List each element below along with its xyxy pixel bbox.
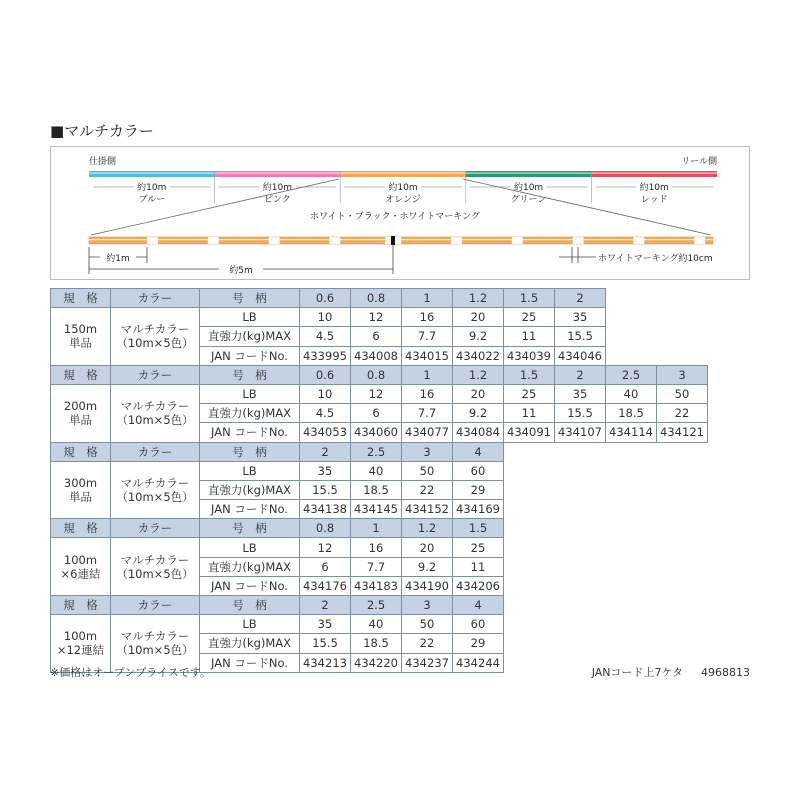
size-value: 3 bbox=[402, 442, 453, 461]
segment-highlight-3 bbox=[340, 173, 466, 174]
size-value: 1.2 bbox=[453, 365, 504, 384]
color-cell-line-1: マルチカラー bbox=[120, 552, 190, 567]
strength-value: 11 bbox=[504, 404, 555, 423]
lb-value: 25 bbox=[453, 538, 504, 557]
size-value: 3 bbox=[657, 365, 708, 384]
color-cell-line-2: （10m×5色） bbox=[116, 566, 194, 581]
strength-value: 6 bbox=[300, 557, 351, 576]
jan-value: 434114 bbox=[606, 423, 657, 442]
color-cell-line-2: （10m×5色） bbox=[116, 336, 194, 351]
size-value: 2 bbox=[555, 289, 606, 308]
table-row-lb bbox=[51, 615, 708, 634]
lb-value: 10 bbox=[300, 308, 351, 327]
empty-cell bbox=[657, 346, 708, 365]
detail-line bbox=[89, 236, 713, 245]
empty-cell bbox=[606, 442, 657, 461]
empty-cell bbox=[504, 519, 555, 538]
size-value: 0.6 bbox=[300, 365, 351, 384]
row-label-jan: JAN コードNo. bbox=[200, 346, 300, 365]
strength-value: 11 bbox=[504, 327, 555, 346]
segment-bar-2 bbox=[215, 171, 341, 177]
jan-value: 434121 bbox=[657, 423, 708, 442]
jan-value: 434091 bbox=[504, 423, 555, 442]
white-marking-4 bbox=[329, 237, 340, 244]
row-label-jan: JAN コードNo. bbox=[200, 423, 300, 442]
lb-value: 20 bbox=[402, 538, 453, 557]
jan-value: 434046 bbox=[555, 346, 606, 365]
spec-cell-line-2: 単品 bbox=[69, 413, 92, 428]
jan-value: 434145 bbox=[351, 500, 402, 519]
row-label-strength: 直強力(kg)MAX bbox=[200, 557, 300, 576]
empty-cell bbox=[657, 596, 708, 615]
size-header: 号 柄 bbox=[200, 519, 300, 538]
spec-cell-line-2: ×12連結 bbox=[56, 643, 105, 658]
empty-cell bbox=[657, 576, 708, 595]
jan-value: 434213 bbox=[300, 653, 351, 672]
jan-value: 434138 bbox=[300, 500, 351, 519]
strength-value: 9.2 bbox=[402, 557, 453, 576]
white-marking-8 bbox=[573, 237, 584, 244]
strength-value: 15.5 bbox=[555, 404, 606, 423]
segment-color-name-5: レッド bbox=[640, 195, 668, 205]
segment-bar-3 bbox=[340, 171, 466, 177]
size-value: 0.8 bbox=[351, 289, 402, 308]
empty-cell bbox=[555, 557, 606, 576]
spec-cell bbox=[51, 538, 111, 596]
strength-value: 18.5 bbox=[351, 634, 402, 653]
line-diagram-svg bbox=[51, 147, 749, 279]
jan-value: 434176 bbox=[300, 576, 351, 595]
table-row-lb bbox=[51, 461, 708, 480]
strength-value: 6 bbox=[351, 327, 402, 346]
row-label-strength: 直強力(kg)MAX bbox=[200, 480, 300, 499]
size-value: 1.2 bbox=[402, 519, 453, 538]
size-value: 1 bbox=[351, 519, 402, 538]
size-value: 2.5 bbox=[351, 596, 402, 615]
lb-value: 40 bbox=[351, 461, 402, 480]
segment-highlight-5 bbox=[591, 173, 717, 174]
lb-value: 20 bbox=[453, 384, 504, 403]
segment-length-4: 約10m bbox=[513, 183, 544, 193]
white-marking-1 bbox=[147, 237, 158, 244]
empty-cell bbox=[606, 346, 657, 365]
size-value: 2.5 bbox=[606, 365, 657, 384]
spec-header: 規 格 bbox=[51, 365, 111, 384]
empty-cell bbox=[606, 576, 657, 595]
spec-cell bbox=[51, 461, 111, 519]
right-end-label: リール側 bbox=[681, 157, 717, 167]
lb-value: 50 bbox=[402, 615, 453, 634]
size-value: 1.5 bbox=[453, 519, 504, 538]
size-value: 3 bbox=[402, 596, 453, 615]
size-value: 0.8 bbox=[300, 519, 351, 538]
color-header: カラー bbox=[111, 289, 200, 308]
empty-cell bbox=[504, 653, 555, 672]
empty-cell bbox=[657, 538, 708, 557]
spec-cell-line-2: ×6連結 bbox=[60, 566, 101, 581]
row-label-jan: JAN コードNo. bbox=[200, 653, 300, 672]
jan-value: 434084 bbox=[453, 423, 504, 442]
black-marking-white-band-1 bbox=[385, 237, 391, 244]
spec-header: 規 格 bbox=[51, 442, 111, 461]
row-label-jan: JAN コードNo. bbox=[200, 500, 300, 519]
spec-cell-line-1: 100m bbox=[63, 629, 98, 644]
jan-value: 434107 bbox=[555, 423, 606, 442]
lb-value: 20 bbox=[453, 308, 504, 327]
segment-length-3: 約10m bbox=[388, 183, 418, 193]
empty-cell bbox=[657, 615, 708, 634]
left-end-label: 仕掛側 bbox=[89, 157, 117, 167]
segment-bar-1 bbox=[89, 171, 215, 177]
color-cell bbox=[111, 538, 200, 596]
lb-value: 35 bbox=[300, 615, 351, 634]
size-value: 1.2 bbox=[453, 289, 504, 308]
empty-cell bbox=[504, 480, 555, 499]
empty-cell bbox=[657, 557, 708, 576]
spec-cell-line-1: 150m bbox=[63, 322, 98, 337]
jan-value: 434015 bbox=[402, 346, 453, 365]
empty-cell bbox=[606, 519, 657, 538]
jan-value: 434022 bbox=[453, 346, 504, 365]
line-color-diagram bbox=[50, 146, 750, 280]
size-value: 4 bbox=[453, 442, 504, 461]
spec-cell-line-1: 100m bbox=[63, 552, 98, 567]
segment-color-name-2: ピンク bbox=[263, 195, 291, 205]
size-value: 2 bbox=[555, 365, 606, 384]
strength-value: 7.7 bbox=[402, 404, 453, 423]
empty-cell bbox=[555, 615, 606, 634]
table-row-lb bbox=[51, 308, 708, 327]
empty-cell bbox=[606, 327, 657, 346]
black-marking bbox=[391, 236, 395, 245]
strength-value: 9.2 bbox=[453, 327, 504, 346]
dim-5m-label: 約5m bbox=[229, 266, 253, 276]
empty-cell bbox=[504, 576, 555, 595]
jan-value: 434169 bbox=[453, 500, 504, 519]
spec-cell-line-2: 単品 bbox=[69, 489, 92, 504]
color-cell bbox=[111, 384, 200, 442]
color-header: カラー bbox=[111, 519, 200, 538]
size-value: 0.6 bbox=[300, 289, 351, 308]
empty-cell bbox=[504, 596, 555, 615]
jan-value: 434008 bbox=[351, 346, 402, 365]
lb-value: 12 bbox=[351, 308, 402, 327]
lb-value: 50 bbox=[402, 461, 453, 480]
empty-cell bbox=[606, 538, 657, 557]
jan-value: 434244 bbox=[453, 653, 504, 672]
segment-color-name-1: ブルー bbox=[138, 195, 166, 205]
spec-cell-line-2: 単品 bbox=[69, 336, 92, 351]
empty-cell bbox=[657, 500, 708, 519]
group-header-row bbox=[51, 519, 708, 538]
color-cell bbox=[111, 308, 200, 366]
size-header: 号 柄 bbox=[200, 289, 300, 308]
strength-value: 22 bbox=[402, 480, 453, 499]
lb-value: 16 bbox=[402, 308, 453, 327]
segment-bar-5 bbox=[591, 171, 717, 177]
empty-cell bbox=[606, 480, 657, 499]
lb-value: 60 bbox=[453, 615, 504, 634]
size-value: 1.5 bbox=[504, 289, 555, 308]
size-header: 号 柄 bbox=[200, 365, 300, 384]
size-value: 4 bbox=[453, 596, 504, 615]
strength-value: 18.5 bbox=[351, 480, 402, 499]
white-marking-6 bbox=[451, 237, 462, 244]
spec-table-body bbox=[51, 289, 708, 673]
empty-cell bbox=[606, 461, 657, 480]
white-marking-2 bbox=[208, 237, 219, 244]
strength-value: 29 bbox=[453, 634, 504, 653]
section-title: ■マルチカラー bbox=[50, 122, 154, 140]
segment-color-name-4: グリーン bbox=[510, 195, 547, 205]
row-label-lb: LB bbox=[200, 308, 300, 327]
row-label-lb: LB bbox=[200, 461, 300, 480]
jan-value: 434190 bbox=[402, 576, 453, 595]
size-value: 1 bbox=[402, 289, 453, 308]
jan-value: 434039 bbox=[504, 346, 555, 365]
strength-value: 6 bbox=[351, 404, 402, 423]
size-header: 号 柄 bbox=[200, 442, 300, 461]
empty-cell bbox=[504, 634, 555, 653]
table-row-lb bbox=[51, 384, 708, 403]
jan-value: 434237 bbox=[402, 653, 453, 672]
lb-value: 35 bbox=[555, 384, 606, 403]
lb-value: 25 bbox=[504, 308, 555, 327]
group-header-row bbox=[51, 365, 708, 384]
empty-cell bbox=[504, 500, 555, 519]
lb-value: 12 bbox=[351, 384, 402, 403]
group-header-row bbox=[51, 596, 708, 615]
lb-value: 35 bbox=[300, 461, 351, 480]
empty-cell bbox=[555, 500, 606, 519]
strength-value: 4.5 bbox=[300, 327, 351, 346]
empty-cell bbox=[555, 442, 606, 461]
size-value: 2 bbox=[300, 442, 351, 461]
price-note: ※価格はオープンプライスです。 bbox=[50, 666, 211, 679]
empty-cell bbox=[657, 634, 708, 653]
lb-value: 60 bbox=[453, 461, 504, 480]
lb-value: 35 bbox=[555, 308, 606, 327]
empty-cell bbox=[606, 634, 657, 653]
segment-highlight-4 bbox=[466, 173, 592, 174]
strength-value: 15.5 bbox=[300, 634, 351, 653]
empty-cell bbox=[555, 538, 606, 557]
spec-cell bbox=[51, 384, 111, 442]
row-label-strength: 直強力(kg)MAX bbox=[200, 634, 300, 653]
white-marking-10 bbox=[694, 237, 705, 244]
white-marking-9 bbox=[633, 237, 644, 244]
color-cell-line-1: マルチカラー bbox=[120, 322, 190, 337]
jan-prefix-value: 4968813 bbox=[701, 666, 750, 679]
empty-cell bbox=[555, 596, 606, 615]
empty-cell bbox=[555, 461, 606, 480]
color-header: カラー bbox=[111, 442, 200, 461]
dim-1m-label: 約1m bbox=[106, 254, 130, 264]
table-row-lb bbox=[51, 538, 708, 557]
size-value: 2.5 bbox=[351, 442, 402, 461]
color-header: カラー bbox=[111, 596, 200, 615]
spec-cell-line-1: 200m bbox=[63, 399, 98, 414]
empty-cell bbox=[657, 327, 708, 346]
white-marking-label: ホワイトマーキング約10cm bbox=[598, 254, 713, 264]
empty-cell bbox=[657, 461, 708, 480]
strength-value: 18.5 bbox=[606, 404, 657, 423]
jan-prefix bbox=[574, 664, 750, 680]
color-cell-line-2: （10m×5色） bbox=[116, 489, 194, 504]
jan-value: 434183 bbox=[351, 576, 402, 595]
empty-cell bbox=[657, 480, 708, 499]
empty-cell bbox=[657, 308, 708, 327]
lb-value: 12 bbox=[300, 538, 351, 557]
group-header-row bbox=[51, 289, 708, 308]
black-marking-white-band-2 bbox=[395, 237, 401, 244]
empty-cell bbox=[606, 596, 657, 615]
spec-header: 規 格 bbox=[51, 289, 111, 308]
empty-cell bbox=[606, 308, 657, 327]
white-marking-3 bbox=[269, 237, 280, 244]
segment-color-name-3: オレンジ bbox=[385, 195, 421, 205]
empty-cell bbox=[504, 538, 555, 557]
spec-header: 規 格 bbox=[51, 596, 111, 615]
color-cell-line-2: （10m×5色） bbox=[116, 643, 194, 658]
empty-cell bbox=[504, 461, 555, 480]
lb-value: 10 bbox=[300, 384, 351, 403]
jan-value: 434077 bbox=[402, 423, 453, 442]
color-cell bbox=[111, 461, 200, 519]
jan-value: 434060 bbox=[351, 423, 402, 442]
white-marking-7 bbox=[512, 237, 523, 244]
strength-value: 22 bbox=[402, 634, 453, 653]
strength-value: 15.5 bbox=[555, 327, 606, 346]
lb-value: 16 bbox=[402, 384, 453, 403]
empty-cell bbox=[606, 557, 657, 576]
strength-value: 29 bbox=[453, 480, 504, 499]
strength-value: 22 bbox=[657, 404, 708, 423]
empty-cell bbox=[606, 289, 657, 308]
strength-value: 9.2 bbox=[453, 404, 504, 423]
color-header: カラー bbox=[111, 365, 200, 384]
lb-value: 40 bbox=[351, 615, 402, 634]
empty-cell bbox=[504, 442, 555, 461]
row-label-jan: JAN コードNo. bbox=[200, 576, 300, 595]
jan-prefix-label: JANコード上7ケタ bbox=[591, 666, 683, 679]
color-cell-line-1: マルチカラー bbox=[120, 475, 190, 490]
lb-value: 25 bbox=[504, 384, 555, 403]
size-value: 1.5 bbox=[504, 365, 555, 384]
row-label-lb: LB bbox=[200, 615, 300, 634]
strength-value: 15.5 bbox=[300, 480, 351, 499]
size-value: 0.8 bbox=[351, 365, 402, 384]
size-value: 2 bbox=[300, 596, 351, 615]
spec-cell bbox=[51, 308, 111, 366]
segment-length-1: 約10m bbox=[137, 183, 167, 193]
empty-cell bbox=[504, 615, 555, 634]
strength-value: 4.5 bbox=[300, 404, 351, 423]
color-cell-line-1: マルチカラー bbox=[120, 399, 190, 414]
size-header: 号 柄 bbox=[200, 596, 300, 615]
spec-header: 規 格 bbox=[51, 519, 111, 538]
lb-value: 40 bbox=[606, 384, 657, 403]
spec-table bbox=[50, 288, 708, 673]
empty-cell bbox=[555, 634, 606, 653]
segment-highlight-1 bbox=[89, 173, 215, 174]
row-label-lb: LB bbox=[200, 384, 300, 403]
lb-value: 50 bbox=[657, 384, 708, 403]
jan-value: 433995 bbox=[300, 346, 351, 365]
row-label-strength: 直強力(kg)MAX bbox=[200, 404, 300, 423]
lb-value: 16 bbox=[351, 538, 402, 557]
empty-cell bbox=[657, 519, 708, 538]
empty-cell bbox=[504, 557, 555, 576]
jan-value: 434206 bbox=[453, 576, 504, 595]
color-cell-line-2: （10m×5色） bbox=[116, 413, 194, 428]
color-segments bbox=[89, 171, 717, 205]
spec-cell-line-1: 300m bbox=[63, 475, 98, 490]
empty-cell bbox=[606, 615, 657, 634]
expand-line-right bbox=[463, 179, 711, 235]
empty-cell bbox=[555, 576, 606, 595]
strength-value: 7.7 bbox=[351, 557, 402, 576]
empty-cell bbox=[657, 442, 708, 461]
row-label-strength: 直強力(kg)MAX bbox=[200, 327, 300, 346]
color-cell-line-1: マルチカラー bbox=[120, 629, 190, 644]
empty-cell bbox=[555, 519, 606, 538]
jan-value: 434053 bbox=[300, 423, 351, 442]
segment-length-5: 約10m bbox=[639, 183, 669, 193]
empty-cell bbox=[606, 500, 657, 519]
jan-value: 434220 bbox=[351, 653, 402, 672]
strength-value: 7.7 bbox=[402, 327, 453, 346]
segment-highlight-2 bbox=[215, 173, 341, 174]
jan-value: 434152 bbox=[402, 500, 453, 519]
empty-cell bbox=[555, 480, 606, 499]
row-label-lb: LB bbox=[200, 538, 300, 557]
segment-bar-4 bbox=[466, 171, 592, 177]
empty-cell bbox=[657, 289, 708, 308]
marking-label: ホワイト・ブラック・ホワイトマーキング bbox=[309, 212, 481, 222]
strength-value: 11 bbox=[453, 557, 504, 576]
size-value: 1 bbox=[402, 365, 453, 384]
group-header-row bbox=[51, 442, 708, 461]
expand-line-left bbox=[91, 179, 339, 235]
segment-length-2: 約10m bbox=[262, 183, 293, 193]
